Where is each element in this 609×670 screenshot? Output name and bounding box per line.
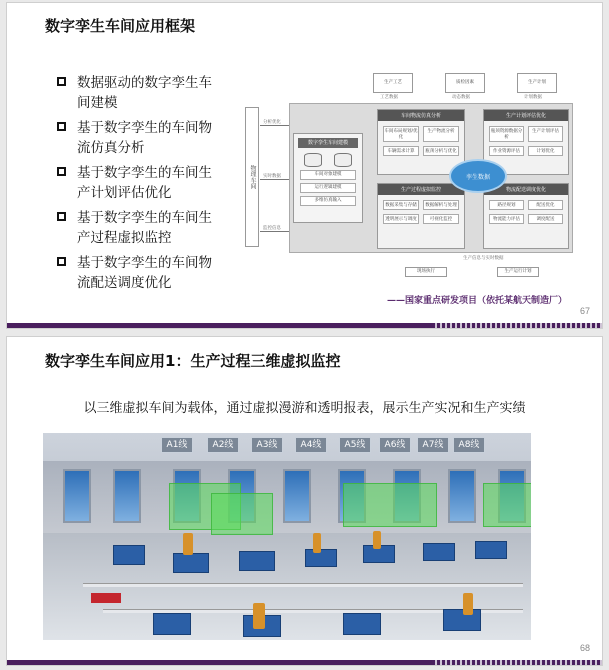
robot-arm xyxy=(373,531,381,549)
window xyxy=(113,469,141,523)
slide-framework xyxy=(6,2,603,329)
slide-subtitle: 以三维虚拟车间为载体，通过虚拟漫游和透明报表，展示生产实况和生产实绩 xyxy=(83,401,526,416)
bullet-item: 基于数字孪生的车间生 产计划评估优化 xyxy=(57,163,232,203)
window xyxy=(283,469,311,523)
checkbox-bullet-icon xyxy=(57,212,66,221)
page-number: 68 xyxy=(579,643,590,653)
window xyxy=(63,469,91,523)
line-tag-a6: A6线 xyxy=(379,437,411,453)
page-number: 67 xyxy=(579,306,590,316)
arrow-line xyxy=(260,179,289,180)
robot-arm xyxy=(183,533,193,555)
arrow-label: 监控信息 xyxy=(263,226,281,231)
workstation xyxy=(173,553,209,573)
top-label: 工艺数据 xyxy=(380,95,398,100)
bottom-box: 生产运行计划 xyxy=(497,267,539,277)
arrow-line xyxy=(260,231,289,232)
panel-logistics-dispatch: 物流配送调度优化 路径规划 配送优化 物流能力评估 调度配送 xyxy=(483,183,569,249)
virtual-workshop-3d-view xyxy=(43,433,531,640)
line-tag-a4: A4线 xyxy=(295,437,327,453)
physical-workshop-box: 物理车间 xyxy=(245,107,259,247)
slide-3d-monitoring xyxy=(6,336,603,666)
bullet-item: 数据驱动的数字孪生车 间建模 xyxy=(57,73,232,113)
line-tag-a3: A3线 xyxy=(251,437,283,453)
workstation xyxy=(475,541,507,559)
checkbox-bullet-icon xyxy=(57,167,66,176)
workstation xyxy=(423,543,455,561)
line-tag-a1: A1线 xyxy=(161,437,193,453)
top-label: 动态数据 xyxy=(452,95,470,100)
twin-row: 运行逻辑建模 xyxy=(300,183,356,193)
twin-modeling-title: 数字孪生车间建模 xyxy=(298,138,358,148)
workstation xyxy=(153,613,191,635)
slide-title: 数字孪生车间应用1：生产过程三维虚拟监控 xyxy=(45,352,341,370)
top-box: 质检因素 xyxy=(445,73,485,93)
arrow-line xyxy=(260,125,289,126)
robot-arm xyxy=(313,533,321,553)
line-tag-a7: A7线 xyxy=(417,437,449,453)
workstation xyxy=(343,613,381,635)
conveyor xyxy=(83,583,523,587)
checkbox-bullet-icon xyxy=(57,257,66,266)
bullet-list xyxy=(57,73,232,298)
slide-title: 数字孪生车间应用框架 xyxy=(45,17,196,35)
checkbox-bullet-icon xyxy=(57,122,66,131)
twin-modeling-box xyxy=(293,133,363,223)
database-icons xyxy=(298,153,358,167)
bottom-box: 现场执行 xyxy=(405,267,447,277)
workstation xyxy=(113,545,145,565)
twin-row: 多维仿真输入 xyxy=(300,196,356,206)
bottom-label: 生产信息与实时数据 xyxy=(463,256,504,261)
report-panel-overlay xyxy=(343,483,437,527)
panel-plan-evaluation: 生产计划评估优化 瓶颈资源数据分析 生产计划评估 作业资源评估 计划优化 xyxy=(483,109,569,175)
framework-diagram xyxy=(245,73,575,283)
top-label: 计划数据 xyxy=(524,95,542,100)
window xyxy=(448,469,476,523)
line-tag-a5: A5线 xyxy=(339,437,371,453)
report-panel-overlay xyxy=(211,493,273,535)
robot-arm xyxy=(463,593,473,615)
footer-stripe xyxy=(432,323,602,328)
bullet-item: 基于数字孪生的车间物 流配送调度优化 xyxy=(57,253,232,293)
project-caption: ——国家重点研发项目（依托某航天制造厂） xyxy=(387,296,568,306)
report-panel-overlay xyxy=(483,483,531,527)
database-icon xyxy=(304,153,322,167)
panel-logistics-simulation: 车间物流仿真分析 车间布局规划/优化 生产物流分析 车辆需求计算 瓶颈分析与优化 xyxy=(377,109,465,175)
line-tag-a8: A8线 xyxy=(453,437,485,453)
twin-data-hub: 孪生数据 xyxy=(449,159,507,193)
robot-arm xyxy=(253,603,265,629)
top-box: 生产工艺 xyxy=(373,73,413,93)
twin-row: 车间对象建模 xyxy=(300,170,356,180)
workstation xyxy=(305,549,337,567)
database-icon xyxy=(334,153,352,167)
panel-process-monitoring: 生产过程虚拟监控 数据采集与存储 数据解析与处理 透明展示与调度 可视化监控 xyxy=(377,183,465,249)
line-tag-a2: A2线 xyxy=(207,437,239,453)
top-box: 生产计划 xyxy=(517,73,557,93)
footer-stripe xyxy=(432,660,602,665)
agv-cart xyxy=(91,593,121,603)
checkbox-bullet-icon xyxy=(57,77,66,86)
workstation xyxy=(443,609,481,631)
workstation xyxy=(239,551,275,571)
bullet-item: 基于数字孪生的车间生 产过程虚拟监控 xyxy=(57,208,232,248)
arrow-label: 实时数据 xyxy=(263,174,281,179)
arrow-label: 分析优化 xyxy=(263,120,281,125)
bullet-item: 基于数字孪生的车间物 流仿真分析 xyxy=(57,118,232,158)
